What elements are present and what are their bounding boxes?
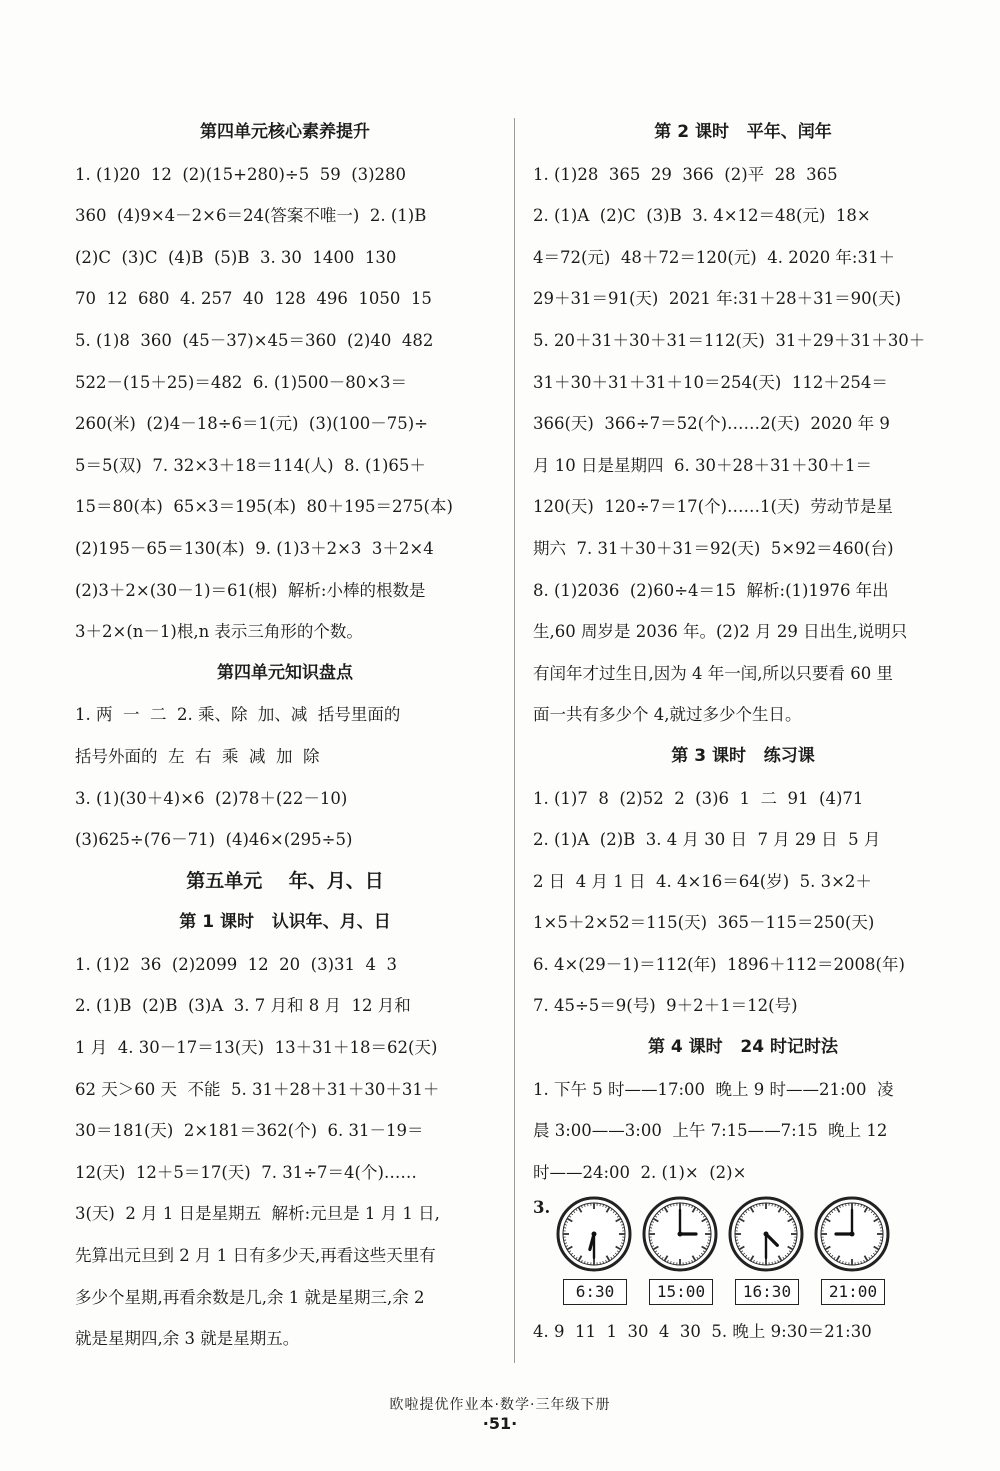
answer-line: 1. 下午 5 时——17:00 晚上 9 时——21:00 凌 — [533, 1079, 894, 1099]
answer-line: 8. (1)2036 (2)60÷4＝15 解析:(1)1976 年出 — [533, 580, 889, 600]
answer-line: 1 月 4. 30－17＝13(天) 13＋31＋18＝62(天) — [75, 1038, 438, 1058]
answer-line: 260(米) (2)4－18÷6＝1(元) (3)(100－75)÷ — [75, 414, 428, 434]
answers-lesson4-cont — [533, 1311, 953, 1353]
book-title: 欧啦提优作业本·数学·三年级下册 — [389, 1397, 611, 1413]
answer-line: 先算出元旦到 2 月 1 日有多少天,再看这些天里有 — [75, 1246, 436, 1266]
page-number: ·51· — [482, 1414, 518, 1433]
answer-line: 期六 7. 31＋30＋31＝92(天) 5×92＝460(台) — [533, 538, 894, 558]
clock-item — [727, 1195, 811, 1313]
answer-line: 1. 两 一 二 2. 乘、除 加、减 括号里面的 — [75, 705, 401, 725]
answers-unit4-core — [75, 154, 495, 653]
left-column — [75, 112, 495, 1360]
answer-line: 522－(15＋25)＝482 6. (1)500－80×3＝ — [75, 372, 408, 392]
answer-line: 就是星期四,余 3 就是星期五。 — [75, 1329, 300, 1349]
answer-line: 3(天) 2 月 1 日是星期五 解析:元旦是 1 月 1 日, — [75, 1204, 440, 1224]
answer-line: 120(天) 120÷7＝17(个)……1(天) 劳动节是星 — [533, 497, 893, 517]
answers-lesson2 — [533, 154, 953, 736]
answer-line: 有闰年才过生日,因为 4 年一闰,所以只要看 60 里 — [533, 663, 893, 683]
answer-line: 6. 4×(29－1)＝112(年) 1896＋112＝2008(年) — [533, 954, 905, 974]
clock-figures — [533, 1187, 953, 1311]
answer-line: 29＋31＝91(天) 2021 年:31＋28＋31＝90(天) — [533, 289, 902, 309]
answer-line: (2)C (3)C (4)B (5)B 3. 30 1400 130 — [75, 247, 397, 267]
section-title-lesson2: 第 2 课时 平年、闰年 — [654, 122, 832, 142]
answer-line: 366(天) 366÷7＝52(个)……2(天) 2020 年 9 — [533, 414, 890, 434]
clock-item — [641, 1195, 725, 1313]
clock-item — [555, 1195, 639, 1313]
answer-line: 2. (1)A (2)B 3. 4 月 30 日 7 月 29 日 5 月 — [533, 830, 881, 850]
answer-line: 多少个星期,再看余数是几,余 1 就是星期三,余 2 — [75, 1287, 425, 1307]
answer-line: 月 10 日是星期四 6. 30＋28＋31＋30＋1＝ — [533, 455, 872, 475]
answer-line: 5. 20＋31＋30＋31＝112(天) 31＋29＋31＋30＋ — [533, 330, 926, 350]
clock-face-icon — [641, 1195, 719, 1273]
section-title-lesson4: 第 4 课时 24 时记时法 — [648, 1037, 838, 1058]
column-divider — [514, 118, 515, 1363]
answer-line: 1×5＋2×52＝115(天) 365－115＝250(天) — [533, 913, 875, 933]
answer-line: 1. (1)2 36 (2)2099 12 20 (3)31 4 3 — [75, 954, 397, 974]
section-title-unit4-review: 第四单元知识盘点 — [217, 662, 353, 683]
answers-lesson1 — [75, 944, 495, 1360]
clock-time-label: 6:30 — [563, 1279, 627, 1305]
answer-line: 5. (1)8 360 (45－37)×45＝360 (2)40 482 — [75, 330, 434, 350]
clock-face-icon — [555, 1195, 633, 1273]
answer-line: (2)195－65＝130(本) 9. (1)3＋2×3 3＋2×4 — [75, 538, 434, 558]
answer-line: 时——24:00 2. (1)× (2)× — [533, 1162, 747, 1182]
answer-line: 4＝72(元) 48＋72＝120(元) 4. 2020 年:31＋ — [533, 247, 895, 267]
right-column — [533, 112, 953, 1353]
answer-line: 生,60 周岁是 2036 年。(2)2 月 29 日出生,说明只 — [533, 622, 908, 642]
answer-line: 31＋30＋31＋31＋10＝254(天) 112＋254＝ — [533, 372, 888, 392]
answer-line: 62 天＞60 天 不能 5. 31＋28＋31＋30＋31＋ — [75, 1079, 440, 1099]
answers-lesson3 — [533, 778, 953, 1028]
clock-face-icon — [813, 1195, 891, 1273]
answer-line: 1. (1)7 8 (2)52 2 (3)6 1 二 91 (4)71 — [533, 788, 864, 808]
answer-line: 2. (1)B (2)B (3)A 3. 7 月和 8 月 12 月和 — [75, 996, 411, 1016]
clock-item — [813, 1195, 897, 1313]
answers-unit4-review — [75, 694, 495, 860]
clock-time-label: 21:00 — [821, 1279, 885, 1305]
answer-line: 晨 3:00——3:00 上午 7:15——7:15 晚上 12 — [533, 1121, 888, 1141]
answer-line: 括号外面的 左 右 乘 减 加 除 — [75, 746, 320, 766]
answer-line: 2. (1)A (2)C (3)B 3. 4×12＝48(元) 18× — [533, 206, 871, 226]
answer-line: 360 (4)9×4－2×6＝24(答案不唯一) 2. (1)B — [75, 206, 427, 226]
answer-line: (3)625÷(76－71) (4)46×(295÷5) — [75, 830, 353, 850]
answer-line: 面一共有多少个 4,就过多少个生日。 — [533, 705, 802, 725]
answer-line: 5＝5(双) 7. 32×3＋18＝114(人) 8. (1)65＋ — [75, 455, 426, 475]
answer-line: 1. (1)28 365 29 366 (2)平 28 365 — [533, 164, 838, 184]
clock-time-label: 15:00 — [649, 1279, 713, 1305]
question-3-label: 3. — [533, 1198, 551, 1218]
answer-line: 4. 9 11 1 30 4 30 5. 晚上 9:30＝21:30 — [533, 1322, 872, 1342]
answer-line: 7. 45÷5＝9(号) 9＋2＋1＝12(号) — [533, 996, 798, 1016]
section-title-lesson3: 第 3 课时 练习课 — [671, 745, 815, 766]
answer-line: 3＋2×(n－1)根,n 表示三角形的个数。 — [75, 622, 363, 642]
answer-line: 30＝181(天) 2×181＝362(个) 6. 31－19＝ — [75, 1121, 424, 1141]
answer-line: 1. (1)20 12 (2)(15+280)÷5 59 (3)280 — [75, 164, 407, 184]
answer-line: 12(天) 12＋5＝17(天) 7. 31÷7＝4(个)…… — [75, 1162, 417, 1182]
answer-line: 15＝80(本) 65×3＝195(本) 80＋195＝275(本) — [75, 497, 453, 517]
clock-time-label: 16:30 — [735, 1279, 799, 1305]
clock-face-icon — [727, 1195, 805, 1273]
answer-line: 70 12 680 4. 257 40 128 496 1050 15 — [75, 289, 432, 309]
answer-line: 3. (1)(30＋4)×6 (2)78＋(22－10) — [75, 788, 348, 808]
section-title-unit5: 第五单元 年、月、日 — [186, 869, 384, 892]
answer-line: (2)3＋2×(30－1)＝61(根) 解析:小棒的根数是 — [75, 580, 426, 600]
section-title-unit4-core: 第四单元核心素养提升 — [200, 122, 370, 142]
answer-line: 2 日 4 月 1 日 4. 4×16＝64(岁) 5. 3×2＋ — [533, 871, 872, 891]
section-title-lesson1: 第 1 课时 认识年、月、日 — [179, 912, 391, 933]
answers-lesson4 — [533, 1069, 953, 1194]
